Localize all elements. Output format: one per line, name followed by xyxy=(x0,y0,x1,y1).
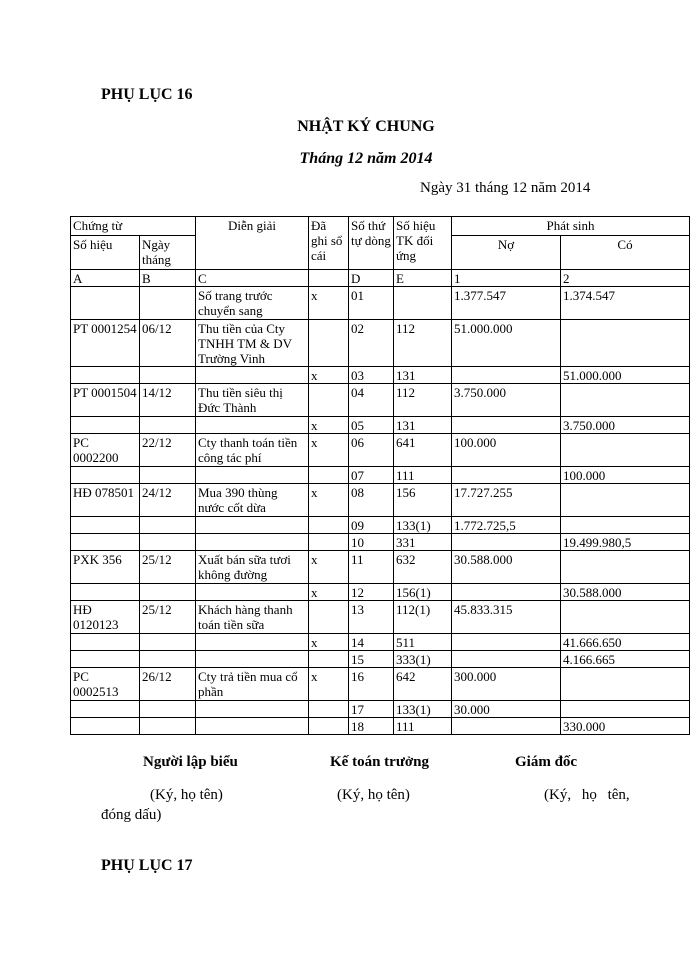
line-no-cell: 09 xyxy=(349,517,394,534)
posted-mark-cell xyxy=(309,467,349,484)
posted-mark-cell xyxy=(309,320,349,367)
voucher-no-cell: HĐ 0120123 xyxy=(71,601,140,634)
credit-cell: 100.000 xyxy=(561,467,690,484)
line-no-cell: 14 xyxy=(349,634,394,651)
line-no-cell: 08 xyxy=(349,484,394,517)
credit-cell xyxy=(561,668,690,701)
description-cell: Xuất bán sữa tươi không đường xyxy=(196,551,309,584)
description-cell: Mua 390 thùng nước cốt dừa xyxy=(196,484,309,517)
account-cell: 331 xyxy=(394,534,452,551)
voucher-no-cell xyxy=(71,287,140,320)
debit-cell: 1.377.547 xyxy=(452,287,561,320)
account-cell: 112 xyxy=(394,384,452,417)
signature-preparer: Người lập biểu xyxy=(143,754,238,770)
header-account: Số hiệu TK đối ứng xyxy=(394,217,452,270)
line-no-cell: 10 xyxy=(349,534,394,551)
voucher-date-cell: 25/12 xyxy=(140,601,196,634)
line-no-cell: 12 xyxy=(349,584,394,601)
voucher-no-cell: HĐ 078501 xyxy=(71,484,140,517)
line-no-cell: 11 xyxy=(349,551,394,584)
credit-cell xyxy=(561,434,690,467)
voucher-date-cell: 22/12 xyxy=(140,434,196,467)
description-cell xyxy=(196,534,309,551)
credit-cell: 30.588.000 xyxy=(561,584,690,601)
line-no-cell: 04 xyxy=(349,384,394,417)
description-cell xyxy=(196,417,309,434)
debit-cell: 30.000 xyxy=(452,701,561,718)
description-cell: Thu tiền siêu thị Đức Thành xyxy=(196,384,309,417)
debit-cell xyxy=(452,634,561,651)
credit-cell: 4.166.665 xyxy=(561,651,690,668)
credit-cell xyxy=(561,517,690,534)
description-cell xyxy=(196,467,309,484)
credit-cell: 1.374.547 xyxy=(561,287,690,320)
voucher-no-cell: PT 0001504 xyxy=(71,384,140,417)
account-cell: 333(1) xyxy=(394,651,452,668)
line-no-cell: 02 xyxy=(349,320,394,367)
signature-director-note-2: đóng dấu) xyxy=(101,807,162,823)
description-cell: Cty thanh toán tiền công tác phí xyxy=(196,434,309,467)
voucher-no-cell xyxy=(71,634,140,651)
line-no-cell: 17 xyxy=(349,701,394,718)
account-cell: 131 xyxy=(394,417,452,434)
debit-cell xyxy=(452,467,561,484)
header-line-no: Số thứ tự dòng xyxy=(349,217,394,270)
description-cell xyxy=(196,517,309,534)
signature-director-note: (Ký, họ tên, xyxy=(544,787,630,803)
voucher-no-cell: PXK 356 xyxy=(71,551,140,584)
credit-cell: 19.499.980,5 xyxy=(561,534,690,551)
line-no-cell: 05 xyxy=(349,417,394,434)
voucher-no-cell: PT 0001254 xyxy=(71,320,140,367)
voucher-no-cell xyxy=(71,367,140,384)
voucher-no-cell: PC 0002513 xyxy=(71,668,140,701)
debit-cell: 3.750.000 xyxy=(452,384,561,417)
table-row xyxy=(71,467,690,484)
posted-mark-cell: x xyxy=(309,484,349,517)
general-journal-table xyxy=(70,216,690,735)
description-cell xyxy=(196,584,309,601)
header-debit: Nợ xyxy=(452,236,561,270)
table-row xyxy=(71,718,690,735)
voucher-date-cell: 06/12 xyxy=(140,320,196,367)
signature-preparer-note: (Ký, họ tên) xyxy=(150,787,223,803)
line-no-cell: 15 xyxy=(349,651,394,668)
line-no-cell: 16 xyxy=(349,668,394,701)
debit-cell xyxy=(452,584,561,601)
header-credit: Có xyxy=(561,236,690,270)
debit-cell: 45.833.315 xyxy=(452,601,561,634)
voucher-date-cell xyxy=(140,718,196,735)
account-cell: 156(1) xyxy=(394,584,452,601)
account-cell: 111 xyxy=(394,718,452,735)
voucher-no-cell xyxy=(71,651,140,668)
appendix-heading: PHỤ LỤC 16 xyxy=(101,86,193,103)
header-voucher-date: Ngày tháng xyxy=(140,236,196,270)
header-posted: Đã ghi sổ cái xyxy=(309,217,349,270)
posted-mark-cell xyxy=(309,601,349,634)
voucher-no-cell xyxy=(71,467,140,484)
appendix-heading-next: PHỤ LỤC 17 xyxy=(101,857,193,874)
voucher-no-cell xyxy=(71,534,140,551)
voucher-date-cell: 24/12 xyxy=(140,484,196,517)
account-cell: 642 xyxy=(394,668,452,701)
account-cell: 131 xyxy=(394,367,452,384)
posted-mark-cell xyxy=(309,718,349,735)
header-voucher: Chứng từ xyxy=(71,217,196,236)
header-voucher-no: Số hiệu xyxy=(71,236,140,270)
line-no-cell: 13 xyxy=(349,601,394,634)
page-subtitle: Tháng 12 năm 2014 xyxy=(299,150,433,167)
description-cell xyxy=(196,718,309,735)
posted-mark-cell: x xyxy=(309,584,349,601)
account-cell: 112 xyxy=(394,320,452,367)
account-cell: 641 xyxy=(394,434,452,467)
voucher-no-cell xyxy=(71,584,140,601)
credit-cell xyxy=(561,701,690,718)
header-description: Diễn giải xyxy=(196,217,309,270)
description-cell: Số trang trước chuyển sang xyxy=(196,287,309,320)
table-row xyxy=(71,601,690,634)
voucher-date-cell xyxy=(140,651,196,668)
voucher-date-cell xyxy=(140,467,196,484)
posted-mark-cell: x xyxy=(309,367,349,384)
table-row xyxy=(71,434,690,467)
voucher-no-cell xyxy=(71,417,140,434)
voucher-no-cell: PC 0002200 xyxy=(71,434,140,467)
description-cell: Thu tiền của Cty TNHH TM & DV Trường Vinh xyxy=(196,320,309,367)
debit-cell: 51.000.000 xyxy=(452,320,561,367)
posted-mark-cell xyxy=(309,517,349,534)
table-row xyxy=(71,384,690,417)
voucher-date-cell: 14/12 xyxy=(140,384,196,417)
code-cell: 2 xyxy=(561,270,690,287)
debit-cell: 17.727.255 xyxy=(452,484,561,517)
code-cell: D xyxy=(349,270,394,287)
voucher-date-cell: 25/12 xyxy=(140,551,196,584)
credit-cell xyxy=(561,320,690,367)
page-title: NHẬT KÝ CHUNG xyxy=(297,118,435,135)
account-cell: 511 xyxy=(394,634,452,651)
credit-cell xyxy=(561,551,690,584)
signature-chief-accountant: Kế toán trưởng xyxy=(330,754,429,770)
account-cell: 133(1) xyxy=(394,701,452,718)
debit-cell xyxy=(452,367,561,384)
table-row xyxy=(71,534,690,551)
line-no-cell: 06 xyxy=(349,434,394,467)
voucher-date-cell: 26/12 xyxy=(140,668,196,701)
posted-mark-cell: x xyxy=(309,634,349,651)
signature-director: Giám đốc xyxy=(515,754,578,770)
code-cell: B xyxy=(140,270,196,287)
table-row xyxy=(71,320,690,367)
credit-cell: 330.000 xyxy=(561,718,690,735)
table-row xyxy=(71,417,690,434)
debit-cell xyxy=(452,718,561,735)
credit-cell xyxy=(561,384,690,417)
report-date: Ngày 31 tháng 12 năm 2014 xyxy=(420,180,591,196)
posted-mark-cell xyxy=(309,534,349,551)
posted-mark-cell: x xyxy=(309,668,349,701)
description-cell xyxy=(196,651,309,668)
description-cell xyxy=(196,634,309,651)
signature-chief-note: (Ký, họ tên) xyxy=(337,787,410,803)
code-cell: 1 xyxy=(452,270,561,287)
voucher-date-cell xyxy=(140,534,196,551)
description-cell xyxy=(196,701,309,718)
account-cell xyxy=(394,287,452,320)
table-row xyxy=(71,634,690,651)
credit-cell xyxy=(561,601,690,634)
code-cell xyxy=(309,270,349,287)
voucher-date-cell xyxy=(140,287,196,320)
voucher-date-cell xyxy=(140,417,196,434)
header-amount: Phát sinh xyxy=(452,217,690,236)
voucher-date-cell xyxy=(140,517,196,534)
description-cell: Cty trả tiền mua cổ phần xyxy=(196,668,309,701)
posted-mark-cell xyxy=(309,384,349,417)
debit-cell xyxy=(452,534,561,551)
code-cell: A xyxy=(71,270,140,287)
voucher-no-cell xyxy=(71,517,140,534)
credit-cell: 3.750.000 xyxy=(561,417,690,434)
account-cell: 133(1) xyxy=(394,517,452,534)
table-row xyxy=(71,287,690,320)
code-cell: E xyxy=(394,270,452,287)
posted-mark-cell xyxy=(309,651,349,668)
account-cell: 156 xyxy=(394,484,452,517)
table-row xyxy=(71,484,690,517)
line-no-cell: 07 xyxy=(349,467,394,484)
voucher-no-cell xyxy=(71,718,140,735)
credit-cell xyxy=(561,484,690,517)
account-cell: 112(1) xyxy=(394,601,452,634)
posted-mark-cell xyxy=(309,701,349,718)
code-cell: C xyxy=(196,270,309,287)
table-row xyxy=(71,367,690,384)
table-row xyxy=(71,517,690,534)
description-cell: Khách hàng thanh toán tiền sữa xyxy=(196,601,309,634)
credit-cell: 41.666.650 xyxy=(561,634,690,651)
line-no-cell: 03 xyxy=(349,367,394,384)
debit-cell: 300.000 xyxy=(452,668,561,701)
debit-cell xyxy=(452,651,561,668)
debit-cell xyxy=(452,417,561,434)
posted-mark-cell: x xyxy=(309,287,349,320)
account-cell: 111 xyxy=(394,467,452,484)
line-no-cell: 01 xyxy=(349,287,394,320)
posted-mark-cell: x xyxy=(309,434,349,467)
credit-cell: 51.000.000 xyxy=(561,367,690,384)
table-row xyxy=(71,668,690,701)
voucher-no-cell xyxy=(71,701,140,718)
voucher-date-cell xyxy=(140,634,196,651)
table-row xyxy=(71,551,690,584)
description-cell xyxy=(196,367,309,384)
table-row xyxy=(71,701,690,718)
account-cell: 632 xyxy=(394,551,452,584)
posted-mark-cell: x xyxy=(309,551,349,584)
voucher-date-cell xyxy=(140,367,196,384)
voucher-date-cell xyxy=(140,701,196,718)
debit-cell: 30.588.000 xyxy=(452,551,561,584)
table-row xyxy=(71,651,690,668)
posted-mark-cell: x xyxy=(309,417,349,434)
debit-cell: 100.000 xyxy=(452,434,561,467)
voucher-date-cell xyxy=(140,584,196,601)
table-row xyxy=(71,584,690,601)
debit-cell: 1.772.725,5 xyxy=(452,517,561,534)
line-no-cell: 18 xyxy=(349,718,394,735)
column-code-row xyxy=(71,270,690,287)
